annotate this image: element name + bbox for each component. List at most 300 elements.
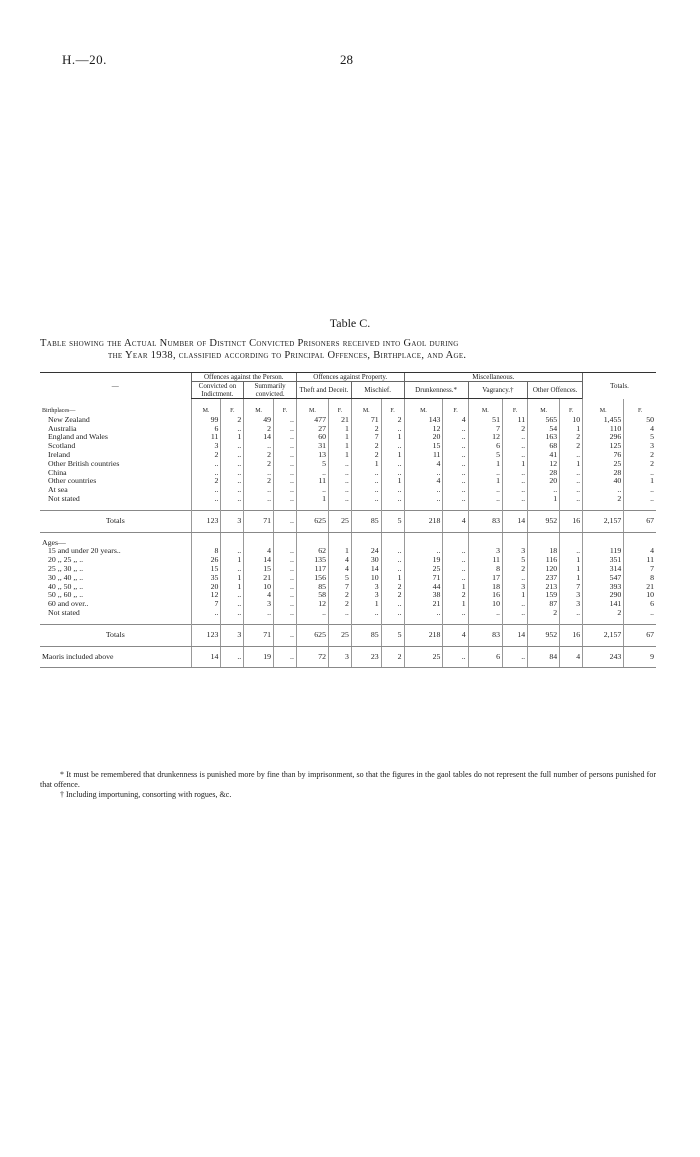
cell-value: 1	[560, 425, 583, 434]
cell-value: 99	[191, 416, 221, 425]
cell-value: 2	[244, 477, 274, 486]
cell-value: ..	[443, 547, 468, 556]
cell-value: ..	[381, 486, 404, 495]
sub-summarily: Summarily convicted.	[244, 382, 297, 399]
sub-mischief: Mischief.	[351, 382, 404, 399]
cell-value: 5	[328, 574, 351, 583]
cell-value: 44	[404, 583, 443, 592]
cell-value: ..	[381, 556, 404, 565]
cell-value: 2	[381, 416, 404, 425]
cell-value: 5	[381, 624, 404, 646]
cell-value: ..	[502, 469, 527, 478]
row-label: Totals	[40, 624, 191, 646]
group-property: Offences against Property.	[296, 373, 404, 382]
female-header: F.	[443, 399, 468, 416]
cell-value: 7	[351, 433, 381, 442]
row-label: Ireland	[48, 450, 71, 459]
cell-value: 1	[468, 460, 502, 469]
cell-value: 68	[528, 442, 560, 451]
cell-value: 2	[191, 451, 221, 460]
cell-value: 10	[468, 600, 502, 609]
cell-value: ..	[274, 495, 297, 504]
row-label: Other countries	[48, 477, 97, 486]
table-row	[40, 477, 656, 486]
cell-value: ..	[296, 609, 328, 618]
group-totals: Totals.	[583, 373, 656, 399]
cell-value: 31	[296, 442, 328, 451]
table-row	[40, 451, 656, 460]
cell-value: 1	[328, 433, 351, 442]
cell-value: ..	[221, 495, 244, 504]
cell-value: 11	[468, 556, 502, 565]
cell-value: 3	[468, 547, 502, 556]
cell-value: ..	[274, 547, 297, 556]
row-label: China	[48, 468, 67, 477]
cell-value: 2	[244, 460, 274, 469]
cell-value: 6	[468, 646, 502, 668]
cell-value: ..	[274, 433, 297, 442]
cell-value: 21	[244, 574, 274, 583]
cell-value: ..	[502, 477, 527, 486]
cell-value: 218	[404, 510, 443, 532]
cell-value: ..	[381, 609, 404, 618]
cell-value: 1	[221, 583, 244, 592]
cell-value: ..	[443, 469, 468, 478]
cell-value: ..	[274, 416, 297, 425]
footnote-vagrancy: † Including importuning, consorting with rogues, &c.	[60, 790, 232, 799]
cell-value: 8	[191, 547, 221, 556]
cell-value: 1	[560, 565, 583, 574]
cell-value: 15	[191, 565, 221, 574]
cell-value: 2	[328, 600, 351, 609]
cell-value: 72	[296, 646, 328, 668]
table-row	[40, 574, 656, 583]
cell-value: 83	[468, 624, 502, 646]
cell-value: ..	[624, 495, 656, 504]
cell-value: 16	[560, 624, 583, 646]
cell-value: 14	[502, 624, 527, 646]
cell-value: 84	[528, 646, 560, 668]
cell-value: ..	[274, 451, 297, 460]
table-row	[40, 600, 656, 609]
cell-value: 3	[560, 600, 583, 609]
cell-value: 1	[221, 433, 244, 442]
cell-value: 1	[328, 425, 351, 434]
cell-value: 2	[624, 460, 656, 469]
cell-value: 4	[328, 565, 351, 574]
cell-value: 11	[624, 556, 656, 565]
cell-value: 4	[404, 477, 443, 486]
cell-value: 1	[381, 574, 404, 583]
cell-value: ..	[381, 547, 404, 556]
cell-value: 4	[443, 510, 468, 532]
cell-value: 28	[528, 469, 560, 478]
cell-value: ..	[221, 609, 244, 618]
cell-value: 2	[221, 416, 244, 425]
cell-value: 952	[528, 624, 560, 646]
cell-value: 1	[468, 477, 502, 486]
cell-value: 20	[528, 477, 560, 486]
cell-value: 25	[328, 510, 351, 532]
cell-value: 1	[528, 495, 560, 504]
cell-value: ..	[221, 565, 244, 574]
cell-value: ..	[244, 469, 274, 478]
stub-header: —	[40, 373, 191, 399]
cell-value: 76	[583, 451, 624, 460]
cell-value: ..	[274, 583, 297, 592]
table-row	[40, 556, 656, 565]
cell-value: ..	[328, 486, 351, 495]
cell-value: ..	[221, 477, 244, 486]
row-label: 25 ,, 30 ,, ..	[48, 564, 84, 573]
row-label: Other British countries	[48, 459, 120, 468]
cell-value: 7	[328, 583, 351, 592]
cell-value: ..	[624, 609, 656, 618]
table-title-line1: Table showing the Actual Number of Distinct Convicted Prisoners received into Gaol during	[40, 338, 459, 349]
cell-value: 1	[381, 477, 404, 486]
cell-value: 25	[328, 624, 351, 646]
cell-value: 1	[328, 451, 351, 460]
cell-value: ..	[468, 486, 502, 495]
cell-value: ..	[560, 477, 583, 486]
cell-value: ..	[191, 460, 221, 469]
cell-value: 28	[583, 469, 624, 478]
cell-value: 4	[560, 646, 583, 668]
cell-value: ..	[191, 469, 221, 478]
cell-value: 18	[468, 583, 502, 592]
cell-value: ..	[274, 469, 297, 478]
cell-value: 1	[560, 460, 583, 469]
cell-value: ..	[443, 425, 468, 434]
sub-other: Other Offences.	[528, 382, 583, 399]
cell-value: ..	[443, 565, 468, 574]
cell-value: 3	[351, 583, 381, 592]
cell-value: 14	[351, 565, 381, 574]
cell-value: 2	[351, 451, 381, 460]
cell-value: 41	[528, 451, 560, 460]
cell-value: 6	[191, 425, 221, 434]
cell-value: ..	[583, 486, 624, 495]
cell-value: 2	[328, 591, 351, 600]
cell-value: 2	[560, 433, 583, 442]
cell-value: 4	[244, 547, 274, 556]
cell-value: 1	[296, 495, 328, 504]
cell-value: 8	[624, 574, 656, 583]
table-row	[40, 433, 656, 442]
cell-value: 26	[191, 556, 221, 565]
footnotes	[40, 770, 656, 800]
header-row-groups	[40, 373, 656, 382]
cell-value: 290	[583, 591, 624, 600]
male-header: M.	[528, 399, 560, 416]
cell-value: 117	[296, 565, 328, 574]
cell-value: 11	[404, 451, 443, 460]
cell-value: 156	[296, 574, 328, 583]
cell-value: 1	[443, 600, 468, 609]
footnote-drunkenness: * It must be remembered that drunkenness is punished more by fine than by imprisonment, so that the figures in the gaol tables do not represent the full number of persons punished for that offence.	[40, 770, 656, 789]
cell-value: ..	[244, 442, 274, 451]
cell-value: 213	[528, 583, 560, 592]
cell-value: 14	[502, 510, 527, 532]
table-body	[40, 399, 656, 668]
cell-value: 10	[560, 416, 583, 425]
cell-value: 2	[443, 591, 468, 600]
female-header: F.	[221, 399, 244, 416]
cell-value: 21	[404, 600, 443, 609]
cell-value: ..	[381, 442, 404, 451]
cell-value: ..	[468, 609, 502, 618]
cell-value: 125	[583, 442, 624, 451]
row-label: At sea	[48, 486, 68, 495]
cell-value: ..	[528, 486, 560, 495]
cell-value: ..	[468, 495, 502, 504]
cell-value: ..	[221, 547, 244, 556]
cell-value: ..	[404, 469, 443, 478]
cell-value: 50	[624, 416, 656, 425]
cell-value: 24	[351, 547, 381, 556]
page-header-code: H.—20.	[62, 52, 107, 67]
cell-value: ..	[351, 469, 381, 478]
table-title-line2: the Year 1938, classified according to Principal Offences, Birthplace, and Age.	[108, 350, 467, 361]
cell-value: 4	[443, 416, 468, 425]
cell-value: ..	[381, 460, 404, 469]
cell-value: ..	[274, 556, 297, 565]
section-label: Birthplaces—	[42, 407, 76, 414]
cell-value: ..	[296, 469, 328, 478]
cell-value: 159	[528, 591, 560, 600]
cell-value: 71	[404, 574, 443, 583]
cell-value: ..	[191, 486, 221, 495]
cell-value: ..	[221, 425, 244, 434]
cell-value: 314	[583, 565, 624, 574]
row-label: Maoris included above	[40, 646, 191, 668]
cell-value: 143	[404, 416, 443, 425]
cell-value: ..	[381, 469, 404, 478]
cell-value: ..	[502, 646, 527, 668]
cell-value: 4	[624, 547, 656, 556]
row-label: England and Wales	[48, 433, 108, 442]
cell-value: 2	[381, 583, 404, 592]
cell-value: 16	[560, 510, 583, 532]
cell-value: ..	[502, 433, 527, 442]
cell-value: 60	[296, 433, 328, 442]
cell-value: 54	[528, 425, 560, 434]
cell-value: 1	[328, 547, 351, 556]
cell-value: 85	[351, 624, 381, 646]
male-header: M.	[244, 399, 274, 416]
row-label: Australia	[48, 424, 77, 433]
table-row	[40, 565, 656, 574]
cell-value: ..	[274, 609, 297, 618]
cell-value: 3	[502, 583, 527, 592]
cell-value: 477	[296, 416, 328, 425]
cell-value: 14	[244, 433, 274, 442]
cell-value: 2	[583, 609, 624, 618]
cell-value: 14	[191, 646, 221, 668]
cell-value: 547	[583, 574, 624, 583]
female-header: F.	[274, 399, 297, 416]
male-header: M.	[191, 399, 221, 416]
cell-value: ..	[502, 600, 527, 609]
male-header: M.	[468, 399, 502, 416]
cell-value: ..	[502, 609, 527, 618]
cell-value: ..	[404, 547, 443, 556]
cell-value: 14	[244, 556, 274, 565]
cell-value: 71	[351, 416, 381, 425]
cell-value: 5	[381, 510, 404, 532]
cell-value: 8	[468, 565, 502, 574]
table-row	[40, 416, 656, 425]
cell-value: 565	[528, 416, 560, 425]
cell-value: 25	[404, 565, 443, 574]
cell-value: 952	[528, 510, 560, 532]
cell-value: 12	[191, 591, 221, 600]
cell-value: ..	[328, 460, 351, 469]
cell-value: 296	[583, 433, 624, 442]
cell-value: 12	[404, 425, 443, 434]
cell-value: ..	[443, 486, 468, 495]
cell-value: 7	[624, 565, 656, 574]
cell-value: 16	[468, 591, 502, 600]
cell-value: 5	[624, 433, 656, 442]
cell-value: 10	[351, 574, 381, 583]
cell-value: 1	[351, 460, 381, 469]
cell-value: ..	[274, 486, 297, 495]
cell-value: 12	[468, 433, 502, 442]
cell-value: 27	[296, 425, 328, 434]
row-label: Scotland	[48, 442, 76, 451]
cell-value: 10	[624, 591, 656, 600]
cell-value: 4	[328, 556, 351, 565]
cell-value: 2	[502, 565, 527, 574]
cell-value: 2	[502, 425, 527, 434]
table-row	[40, 646, 656, 668]
cell-value: 12	[528, 460, 560, 469]
cell-value: 218	[404, 624, 443, 646]
male-header: M.	[583, 399, 624, 416]
cell-value: ..	[560, 469, 583, 478]
cell-value: 11	[296, 477, 328, 486]
table-caption: Table C.	[329, 316, 371, 330]
row-label: 20 ,, 25 ,, ..	[48, 556, 84, 565]
section-label: Ages—	[42, 538, 66, 547]
cell-value: 23	[351, 646, 381, 668]
table-title	[40, 338, 660, 362]
prisoners-table	[40, 372, 656, 668]
cell-value: ..	[381, 600, 404, 609]
cell-value: ..	[221, 486, 244, 495]
female-header: F.	[624, 399, 656, 416]
cell-value: ..	[351, 486, 381, 495]
cell-value: ..	[244, 609, 274, 618]
cell-value: 20	[191, 583, 221, 592]
cell-value: 38	[404, 591, 443, 600]
group-person: Offences against the Person.	[191, 373, 296, 382]
cell-value: 67	[624, 510, 656, 532]
cell-value: ..	[274, 600, 297, 609]
cell-value: 1	[351, 600, 381, 609]
cell-value: ..	[443, 477, 468, 486]
table-row	[40, 442, 656, 451]
cell-value: 7	[560, 583, 583, 592]
cell-value: ..	[443, 442, 468, 451]
cell-value: 35	[191, 574, 221, 583]
group-misc: Miscellaneous.	[404, 373, 583, 382]
male-header: M.	[351, 399, 381, 416]
cell-value: 10	[244, 583, 274, 592]
cell-value: 19	[244, 646, 274, 668]
cell-value: ..	[502, 451, 527, 460]
cell-value: ..	[443, 433, 468, 442]
cell-value: 12	[296, 600, 328, 609]
cell-value: ..	[624, 486, 656, 495]
male-header: M.	[296, 399, 328, 416]
female-header: F.	[381, 399, 404, 416]
cell-value: ..	[274, 460, 297, 469]
cell-value: 2	[351, 425, 381, 434]
cell-value: ..	[624, 469, 656, 478]
table-row	[40, 469, 656, 478]
female-header: F.	[560, 399, 583, 416]
row-label: New Zealand	[48, 415, 90, 424]
cell-value: 4	[244, 591, 274, 600]
cell-value: 1	[560, 556, 583, 565]
cell-value: 25	[583, 460, 624, 469]
cell-value: 62	[296, 547, 328, 556]
cell-value: 1	[221, 574, 244, 583]
cell-value: 4	[443, 624, 468, 646]
cell-value: ..	[443, 609, 468, 618]
cell-value: ..	[191, 495, 221, 504]
row-label: 30 ,, 40 ,, ..	[48, 573, 84, 582]
cell-value: ..	[274, 624, 297, 646]
cell-value: 67	[624, 624, 656, 646]
cell-value: 123	[191, 510, 221, 532]
cell-value: 2	[244, 451, 274, 460]
cell-value: 71	[244, 624, 274, 646]
cell-value: ..	[274, 565, 297, 574]
cell-value: 2	[191, 477, 221, 486]
female-header: F.	[328, 399, 351, 416]
table-row	[40, 609, 656, 618]
cell-value: 19	[404, 556, 443, 565]
cell-value: 393	[583, 583, 624, 592]
cell-value: 13	[296, 451, 328, 460]
cell-value: 83	[468, 510, 502, 532]
row-label: 60 and over..	[48, 600, 89, 609]
cell-value: ..	[381, 425, 404, 434]
cell-value: ..	[560, 451, 583, 460]
cell-value: 3	[221, 510, 244, 532]
cell-value: 6	[468, 442, 502, 451]
cell-value: ..	[560, 495, 583, 504]
cell-value: ..	[274, 591, 297, 600]
cell-value: 119	[583, 547, 624, 556]
cell-value: 625	[296, 624, 328, 646]
cell-value: ..	[221, 600, 244, 609]
table-row	[40, 495, 656, 504]
row-label: 15 and under 20 years..	[48, 547, 121, 556]
cell-value: 237	[528, 574, 560, 583]
cell-value: 25	[404, 646, 443, 668]
cell-value: ..	[328, 477, 351, 486]
cell-value: 85	[296, 583, 328, 592]
row-label: Not stated	[48, 608, 80, 617]
cell-value: 3	[244, 600, 274, 609]
cell-value: ..	[274, 425, 297, 434]
page-number: 28	[340, 52, 353, 67]
cell-value: ..	[274, 646, 297, 668]
